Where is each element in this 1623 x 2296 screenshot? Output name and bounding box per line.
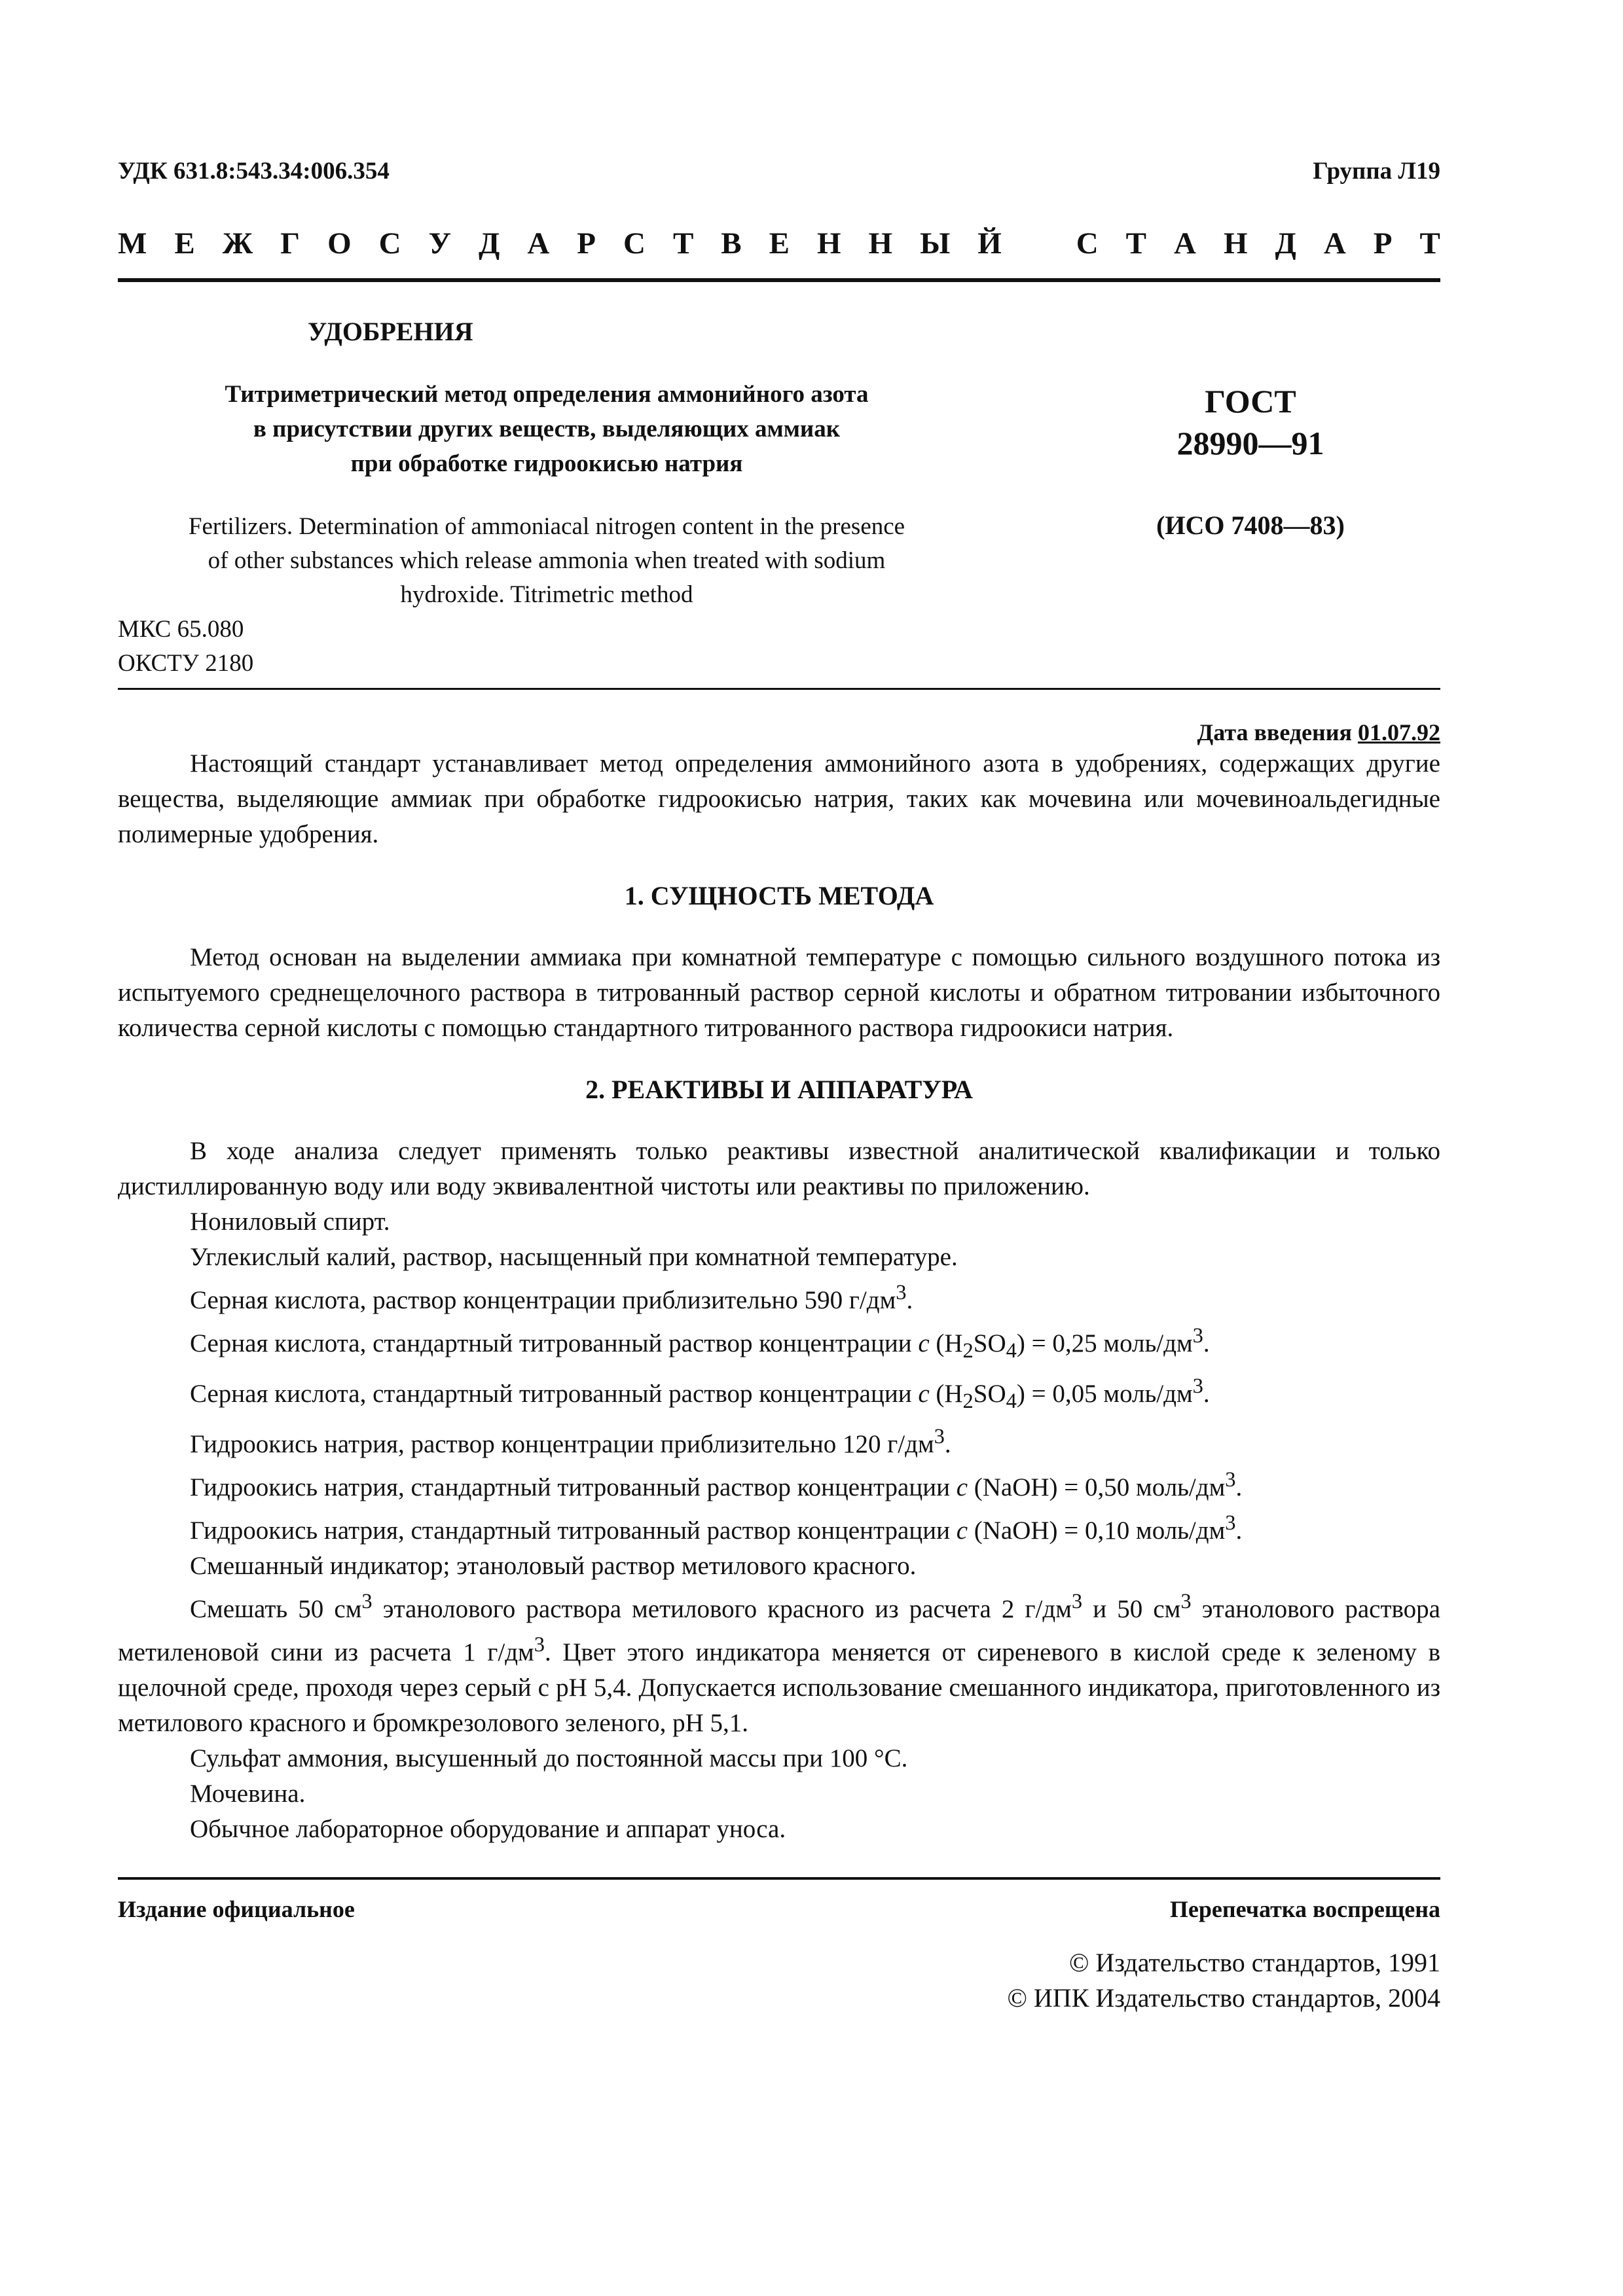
banner-letter — [1029, 226, 1049, 261]
copyright-line: © ИПК Издательство стандартов, 2004 — [1007, 1982, 1440, 2013]
section-1-paragraph: Метод основан на выделении аммиака при комнатной температуре с помощью сильного воздушного потока из испытуемого среднещелочного раствора в титрованный раствор серной кислоты и обратном титровании избыточного количества серной кислоты с помощью стандартного титрованного раствора гидроокиси натрия. — [118, 943, 1440, 1042]
indicator-preparation: Смешать 50 $см^3$ этанолового раствора метилового красного из расчета 2 $г/дм^3$ и 50 $см^3$ этанолового раствора метиленовой сини из расчета 1 $г/дм^3$. Цвет этого индикатора меняется от сиреневого в кислой среде к зеленому в щелочной среде, проходя через серый с pH 5,4. Допускается использование смешанного индикатора, приготовленного из метилового красного и бромкрезолового зеленого, pH 5,1. — [118, 1589, 1441, 1737]
banner-letter: Д — [479, 226, 500, 260]
footer-rule — [118, 1877, 1440, 1880]
banner-letter: Г — [280, 226, 301, 260]
russian-title-line: Титриметрический метод определения аммонийного азота — [225, 381, 869, 408]
banner-letter: Е — [174, 226, 195, 260]
title-rule — [118, 688, 1440, 690]
copyright-block — [118, 1945, 1440, 2016]
banner-letter: О — [327, 226, 352, 260]
section-2-intro: В ходе анализа следует применять только реактивы известной аналитической квалификации и только дистиллированную воду или воду эквивалентной чистоты или реактивы по приложению. — [118, 1137, 1440, 1200]
banner-letter: С — [378, 226, 401, 260]
banner-letter: Ы — [920, 226, 951, 260]
english-title — [118, 510, 976, 612]
english-title-line: Fertilizers. Determination of ammoniacal nitrogen content in the presence — [188, 513, 905, 540]
banner-letter: С — [623, 226, 646, 260]
reagent-item: Серная кислота, стандартный титрованный раствор концентрации c $(H_2SO_4) = 0,05$ моль/$дм^3$. — [190, 1374, 1210, 1413]
banner-letter: А — [1174, 226, 1196, 260]
banner-letter: У — [428, 226, 452, 260]
reagent-item: Гидроокись натрия, стандартный титрованный раствор концентрации c (NaOH) = 0,50 моль/$дм^3$. — [190, 1467, 1243, 1501]
subject-title: УДОБРЕНИЯ — [308, 317, 473, 346]
banner-letter: В — [721, 226, 742, 260]
reagent-item: Нониловый спирт. — [190, 1208, 390, 1236]
footer — [118, 1895, 1440, 1923]
reagent-item: Мочевина. — [190, 1779, 306, 1808]
reagent-item: Гидроокись натрия, стандартный титрованный раствор концентрации c (NaOH) = 0,10 моль/$дм^3$. — [190, 1511, 1243, 1545]
banner-letter: Д — [1275, 226, 1296, 260]
banner-letter: Н — [816, 226, 841, 260]
banner-letter: А — [527, 226, 550, 260]
copyright-line: © Издательство стандартов, 1991 — [1068, 1947, 1440, 1977]
official-edition: Издание официальное — [118, 1895, 355, 1922]
reagent-item: Гидроокись натрия, раствор концентрации приблизительно 120 $г/дм^3$. — [190, 1424, 951, 1458]
banner-letter: Н — [868, 226, 893, 260]
banner-letter: Т — [672, 226, 694, 260]
gost-code: 28990—91 — [1176, 425, 1324, 461]
section-2-title: 2. РЕАКТИВЫ И АППАРАТУРА — [585, 1075, 973, 1104]
russian-title-line: при обработке гидроокисью натрия — [350, 450, 743, 477]
reagent-item: Серная кислота, раствор концентрации приблизительно 590 $г/дм^3$. — [190, 1281, 913, 1314]
gost-label: ГОСТ — [1205, 383, 1296, 420]
banner-letter: Й — [977, 226, 1002, 260]
gost-number — [1087, 380, 1414, 464]
reagent-item: Смешанный индикатор; этаноловый раствор метилового красного. — [190, 1551, 917, 1580]
banner-letter: С — [1076, 226, 1099, 260]
reagent-item: Серная кислота, стандартный титрованный раствор концентрации c $(H_2SO_4) = 0,25$ моль/$дм^3$. — [190, 1324, 1210, 1363]
banner-letter: Т — [1419, 226, 1440, 260]
reprint-prohibited: Перепечатка воспрещена — [1169, 1895, 1440, 1922]
reagent-item: Обычное лабораторное оборудование и аппарат уноса. — [190, 1814, 786, 1843]
interstate-standard-banner — [118, 226, 1440, 261]
english-title-line: hydroxide. Titrimetric method — [400, 581, 693, 608]
section-1-title: 1. СУЩНОСТЬ МЕТОДА — [624, 881, 934, 910]
iso-reference: (ИСО 7408—83) — [1156, 511, 1345, 540]
russian-title-line: в присутствии других веществ, выделяющих аммиак — [253, 416, 841, 442]
banner-letter: Р — [1373, 226, 1393, 260]
introduction-date — [118, 719, 1440, 746]
date-value: 01.07.92 — [1358, 719, 1440, 745]
banner-letter: М — [118, 226, 147, 260]
english-title-line: of other substances which release ammonia when treated with sodium — [208, 547, 886, 574]
intro-paragraph: Настоящий стандарт устанавливает метод определения аммонийного азота в удобрениях, содержащих другие вещества, выделяющие аммиак при обработке гидроокисью натрия, таких как мочевина или мочевиноальдегидные полимерные удобрения. — [118, 749, 1440, 848]
banner-letter: Р — [577, 226, 596, 260]
udk-code: УДК 631.8:543.34:006.354 — [118, 158, 390, 185]
document-page — [118, 157, 1440, 2219]
banner-letter: Н — [1223, 226, 1248, 260]
date-label: Дата введения — [1197, 719, 1352, 745]
classification-codes — [118, 613, 253, 681]
reagent-item: Сульфат аммония, высушенный до постоянной массы при 100 °С. — [190, 1744, 908, 1772]
banner-letter: Е — [769, 226, 790, 260]
document-body — [118, 746, 1440, 1847]
russian-title — [118, 377, 976, 481]
okstu-code: ОКСТУ 2180 — [118, 650, 254, 677]
banner-letter: Ж — [222, 226, 253, 260]
title-block — [118, 282, 1440, 688]
banner-letter: Т — [1125, 226, 1147, 260]
header-line — [118, 157, 1440, 185]
mks-code: МКС 65.080 — [118, 616, 244, 643]
banner-letter: А — [1323, 226, 1346, 260]
reagent-item: Углекислый калий, раствор, насыщенный при комнатной температуре. — [190, 1243, 958, 1271]
group-code: Группа Л19 — [1313, 158, 1440, 185]
